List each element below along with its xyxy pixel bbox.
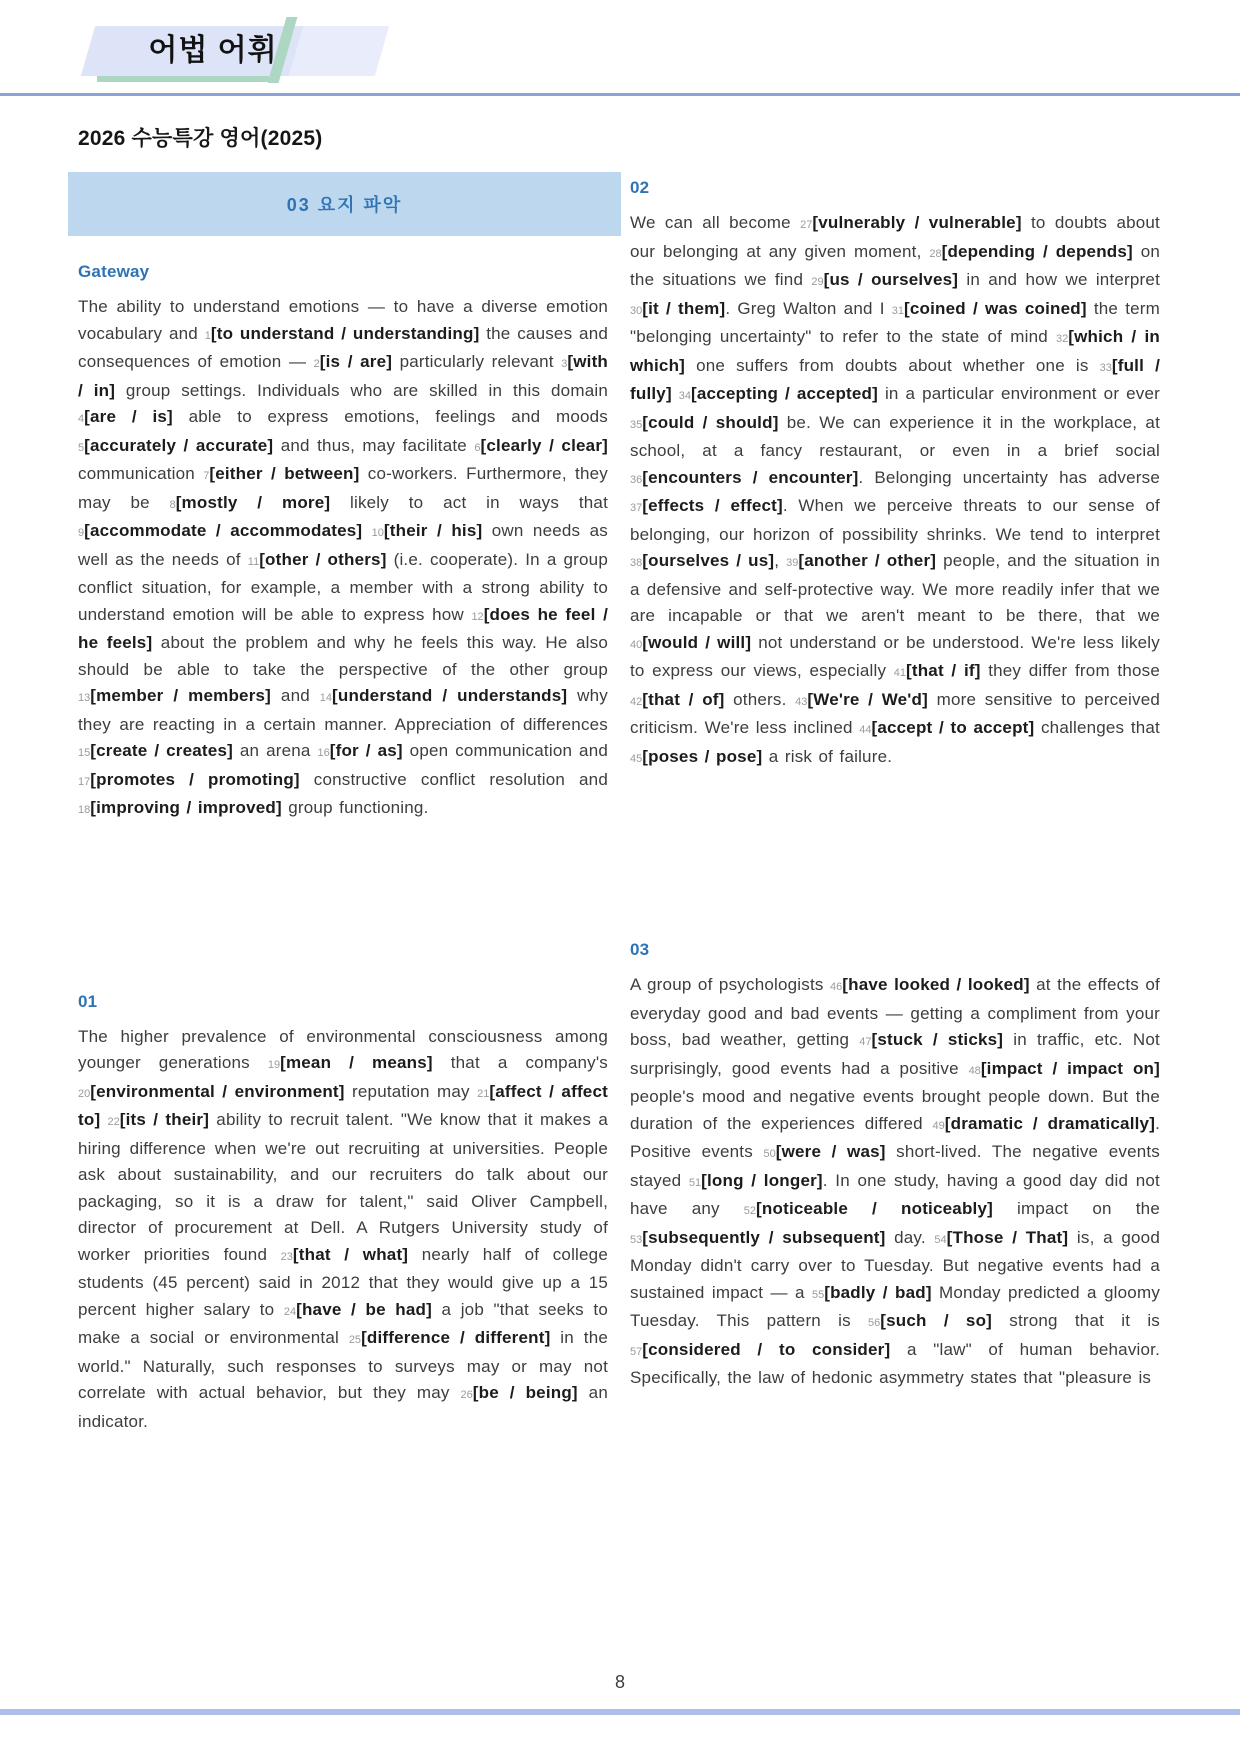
choice-number: 9 bbox=[78, 527, 85, 539]
choice-options: [is / are] bbox=[319, 352, 393, 371]
footer-bar bbox=[0, 1709, 1240, 1715]
choice-number: 10 bbox=[371, 527, 384, 539]
choice-number: 25 bbox=[348, 1334, 362, 1346]
choice-options: [coined / was coined] bbox=[904, 298, 1087, 318]
choice-number: 46 bbox=[830, 981, 843, 993]
choice-number: 22 bbox=[107, 1116, 120, 1128]
choice-number: 43 bbox=[795, 695, 808, 708]
choice-number: 49 bbox=[932, 1119, 945, 1132]
choice-options: [could / should] bbox=[642, 412, 779, 432]
choice-options: [difference / different] bbox=[361, 1328, 551, 1347]
choice-number: 36 bbox=[630, 473, 643, 486]
choice-options: [member / members] bbox=[90, 686, 272, 705]
choice-options: [to understand / understanding] bbox=[210, 323, 480, 343]
choice-options: [badly / bad] bbox=[824, 1282, 932, 1302]
choice-options: [create / creates] bbox=[90, 741, 233, 760]
choice-number: 21 bbox=[477, 1087, 490, 1100]
choice-options: [full / fully] bbox=[630, 355, 1160, 403]
choice-number: 23 bbox=[280, 1250, 293, 1263]
choice-options: [depending / depends] bbox=[941, 241, 1133, 261]
choice-options: [have looked / looked] bbox=[842, 975, 1030, 994]
choice-number: 7 bbox=[203, 470, 210, 482]
passage-03: A group of psychologists 46[have looked / looked] at the effects of everyday good and bad events — getting a compliment from your boss, bad weather, getting 47[stuck / sticks] in traffic, etc. Not surprisingly, good events had a positive 48[impact / impact on] people's mood and negative events brought people down. But the duration of the experiences differed 49[dramatic / dramatically]. Positive events 50[were / was] short-lived. The negative events stayed 51[long / longer]. In one study, having a good day did not have any 52[noticeable / noticeably] impact on the 53[subsequently / subsequent] day. 54[Those / That] is, a good Monday didn't carry over to Tuesday. But negative events had a sustained impact — a 55[badly / bad] Monday predicted a gloomy Tuesday. This pattern is 56[such / so] strong that it is 57[considered / to consider] a "law" of human behavior. Specifically, the law of hedonic asymmetry states that "pleasure is bbox=[630, 975, 1161, 1387]
choice-number: 19 bbox=[267, 1059, 281, 1071]
choice-options: [encounters / encounter] bbox=[642, 467, 859, 487]
choice-number: 57 bbox=[630, 1345, 643, 1358]
choice-options: [mostly / more] bbox=[175, 492, 331, 512]
choice-options: [vulnerably / vulnerable] bbox=[812, 213, 1022, 232]
choice-options: [with / in] bbox=[78, 352, 609, 400]
choice-number: 45 bbox=[630, 752, 643, 765]
choice-options: [long / longer] bbox=[701, 1170, 823, 1190]
choice-options: [poses / pose] bbox=[642, 746, 763, 766]
choice-number: 5 bbox=[78, 441, 85, 454]
choice-number: 18 bbox=[78, 804, 91, 816]
column-right bbox=[630, 178, 1160, 1392]
choice-number: 15 bbox=[78, 747, 91, 759]
choice-number: 24 bbox=[283, 1305, 297, 1318]
choice-options: [have / be had] bbox=[296, 1299, 432, 1319]
section-heading-01: 01 bbox=[78, 991, 98, 1011]
choice-number: 17 bbox=[78, 775, 91, 788]
section-heading-02: 02 bbox=[630, 178, 650, 197]
choice-number: 54 bbox=[934, 1233, 947, 1246]
choice-number: 35 bbox=[630, 418, 643, 431]
choice-options: [understand / understands] bbox=[332, 686, 568, 705]
choice-options: [other / others] bbox=[259, 549, 387, 569]
choice-number: 51 bbox=[688, 1176, 702, 1189]
passage-01: The higher prevalence of environmental consciousness among younger generations 19[mean / means] that a company's 20[environmental / environment] reputation may 21[affect / affect to] 22[its / their] ability to recruit talent. "We know that it makes a hiring difference when we're out recruiting at universities. People ask about sustainability, and our recruiters do talk about our packaging, so it is a draw for talent," said Oliver Campbell, director of procurement at Dell. A Rutgers University study of worker priorities found 23[that / what] nearly half of college students (45 percent) said in 2012 that they would give up a 15 percent higher salary to 24[have / be had] a job "that seeks to make a social or environmental 25[difference / different] in the world." Naturally, such responses to surveys may or may not correlate with actual behavior, but they may 26[be / being] an indicator. bbox=[78, 1026, 609, 1431]
passage-gateway: The ability to understand emotions — to have a diverse emotion vocabulary and 1[to understand / understanding] the causes and consequences of emotion — 2[is / are] particularly relevant 3[with / in] group settings. Individuals who are skilled in this domain 4[are / is] able to express emotions, feelings and moods 5[accurately / accurate] and thus, may facilitate 6[clearly / clear] communication 7[either / between] co-workers. Furthermore, they may be 8[mostly / more] likely to act in ways that 9[accommodate / accommodates] 10[their / his] own needs as well as the needs of 11[other / others] (i.e. cooperate). In a group conflict situation, for example, a member with a strong ability to understand emotion will be able to express how 12[does he feel / he feels] about the problem and why he feels this way. He also should be able to take the perspective of the other group 13[member / members] and 14[understand / understands] why they are reacting in a certain manner. Appreciation of differences 15[create / creates] an arena 16[for / as] open communication and 17[promotes / promoting] constructive conflict resolution and 18[improving / improved] group functioning. bbox=[78, 297, 609, 817]
choice-options: [ourselves / us] bbox=[642, 551, 775, 570]
choice-options: [improving / improved] bbox=[90, 798, 282, 817]
choice-options: [be / being] bbox=[472, 1383, 578, 1402]
document-title: 2026 수능특강 영어(2025) bbox=[78, 127, 323, 150]
choice-options: [it / them] bbox=[642, 298, 726, 318]
section-heading-03: 03 bbox=[630, 940, 650, 959]
choice-number: 31 bbox=[891, 304, 905, 317]
choice-options: [We're / We'd] bbox=[807, 689, 928, 709]
choice-options: [considered / to consider] bbox=[642, 1339, 891, 1359]
choice-number: 14 bbox=[319, 692, 333, 704]
page-header bbox=[0, 0, 1240, 96]
choice-options: [clearly / clear] bbox=[480, 435, 608, 455]
choice-options: [dramatic / dramatically] bbox=[944, 1113, 1156, 1133]
choice-options: [accepting / accepted] bbox=[691, 384, 879, 403]
choice-number: 44 bbox=[859, 724, 872, 736]
choice-options: [impact / impact on] bbox=[980, 1058, 1160, 1078]
choice-number: 29 bbox=[811, 276, 824, 288]
choice-options: [accept / to accept] bbox=[871, 718, 1035, 737]
choice-options: [accommodate / accommodates] bbox=[84, 521, 363, 540]
choice-options: [affect / affect to] bbox=[78, 1081, 608, 1129]
choice-options: [their / his] bbox=[383, 521, 483, 540]
choice-options: [were / was] bbox=[775, 1142, 886, 1161]
choice-options: [stuck / sticks] bbox=[871, 1030, 1004, 1049]
unit-banner-label: 03 요지 파악 bbox=[286, 195, 403, 215]
choice-options: [mean / means] bbox=[280, 1053, 433, 1072]
choice-number: 37 bbox=[630, 502, 643, 514]
choice-number: 32 bbox=[1056, 333, 1069, 345]
choice-number: 13 bbox=[78, 692, 91, 704]
column-left bbox=[78, 262, 608, 1435]
choice-number: 39 bbox=[786, 557, 799, 569]
choice-number: 38 bbox=[630, 557, 643, 569]
header-divider-line bbox=[0, 93, 1240, 96]
choice-number: 27 bbox=[800, 219, 813, 231]
choice-number: 4 bbox=[78, 413, 85, 425]
choice-number: 8 bbox=[169, 498, 176, 511]
choice-options: [subsequently / subsequent] bbox=[642, 1227, 886, 1247]
page-number: 8 bbox=[614, 1672, 625, 1692]
choice-number: 53 bbox=[630, 1233, 643, 1246]
choice-options: [accurately / accurate] bbox=[84, 435, 274, 455]
choice-number: 41 bbox=[893, 667, 906, 679]
choice-number: 26 bbox=[460, 1389, 473, 1401]
choice-number: 56 bbox=[868, 1317, 881, 1329]
section-heading-gateway: Gateway bbox=[78, 262, 150, 281]
choice-number: 11 bbox=[247, 555, 260, 568]
section-03 bbox=[630, 940, 1160, 1392]
choice-number: 40 bbox=[630, 638, 643, 651]
choice-options: [effects / effect] bbox=[642, 496, 783, 515]
choice-number: 52 bbox=[743, 1205, 757, 1217]
choice-number: 6 bbox=[474, 441, 481, 454]
choice-options: [does he feel / he feels] bbox=[78, 604, 608, 652]
choice-options: [that / if] bbox=[906, 661, 981, 680]
choice-options: [either / between] bbox=[209, 464, 360, 483]
section-02 bbox=[630, 178, 1160, 772]
choice-options: [would / will] bbox=[642, 632, 752, 652]
choice-options: [that / what] bbox=[292, 1244, 409, 1264]
choice-options: [that / of] bbox=[642, 689, 725, 709]
choice-number: 30 bbox=[630, 304, 643, 317]
choice-options: [which / in which] bbox=[630, 327, 1160, 375]
choice-number: 42 bbox=[630, 695, 643, 708]
choice-number: 55 bbox=[811, 1288, 825, 1301]
choice-number: 3 bbox=[561, 358, 568, 370]
unit-banner bbox=[68, 172, 621, 236]
choice-options: [such / so] bbox=[880, 1311, 993, 1330]
choice-number: 48 bbox=[968, 1064, 981, 1077]
choice-options: [environmental / environment] bbox=[90, 1081, 345, 1101]
choice-options: [its / their] bbox=[119, 1110, 210, 1129]
choice-options: [for / as] bbox=[329, 741, 403, 760]
choice-options: [are / is] bbox=[84, 407, 173, 426]
badge-mint-underline bbox=[97, 76, 269, 82]
choice-options: [noticeable / noticeably] bbox=[756, 1199, 993, 1218]
passage-02: We can all become 27[vulnerably / vulnerable] to doubts about our belonging at any given moment, 28[depending / depends] on the situations we find 29[us / ourselves] in and how we interpret 30[it / them]. Greg Walton and I 31[coined / was coined] the term "belonging uncertainty" to refer to the state of mind 32[which / in which] one suffers from doubts about whether one is 33[full / fully] 34[accepting / accepted] in a particular environment or ever 35[could / should] be. We can experience it in the workplace, at school, at a fancy restaurant, or even in a brief social 36[encounters / encounter]. Belonging uncertainty has adverse 37[effects / effect]. When we perceive threats to our sense of belonging, our horizon of possibility shrinks. We tend to interpret 38[ourselves / us], 39[another / other] people, and the situation in a defensive and self-protective way. We more readily infer that we are incapable or that we aren't meant to be there, that we 40[would / will] not understand or be understood. We're less likely to express our views, especially 41[that / if] they differ from those 42[that / of] others. 43[We're / We'd] more sensitive to perceived criticism. We're less inclined 44[accept / to accept] challenges that 45[poses / pose] a risk of failure. bbox=[630, 213, 1161, 766]
choice-number: 16 bbox=[317, 747, 330, 759]
chapter-badge-label: 어법 어휘 bbox=[148, 34, 278, 67]
choice-number: 2 bbox=[313, 358, 320, 370]
choice-number: 33 bbox=[1099, 361, 1112, 374]
choice-number: 20 bbox=[78, 1087, 91, 1100]
choice-number: 28 bbox=[929, 247, 942, 260]
section-gateway bbox=[78, 262, 608, 824]
choice-number: 1 bbox=[204, 329, 211, 342]
choice-number: 34 bbox=[678, 390, 692, 402]
choice-options: [another / other] bbox=[798, 551, 937, 570]
section-01 bbox=[78, 992, 608, 1436]
choice-number: 12 bbox=[471, 610, 484, 623]
choice-number: 47 bbox=[859, 1036, 872, 1048]
choice-options: [us / ourselves] bbox=[823, 270, 959, 289]
choice-options: [promotes / promoting] bbox=[90, 769, 300, 789]
choice-options: [Those / That] bbox=[946, 1227, 1069, 1247]
choice-number: 50 bbox=[763, 1148, 776, 1160]
